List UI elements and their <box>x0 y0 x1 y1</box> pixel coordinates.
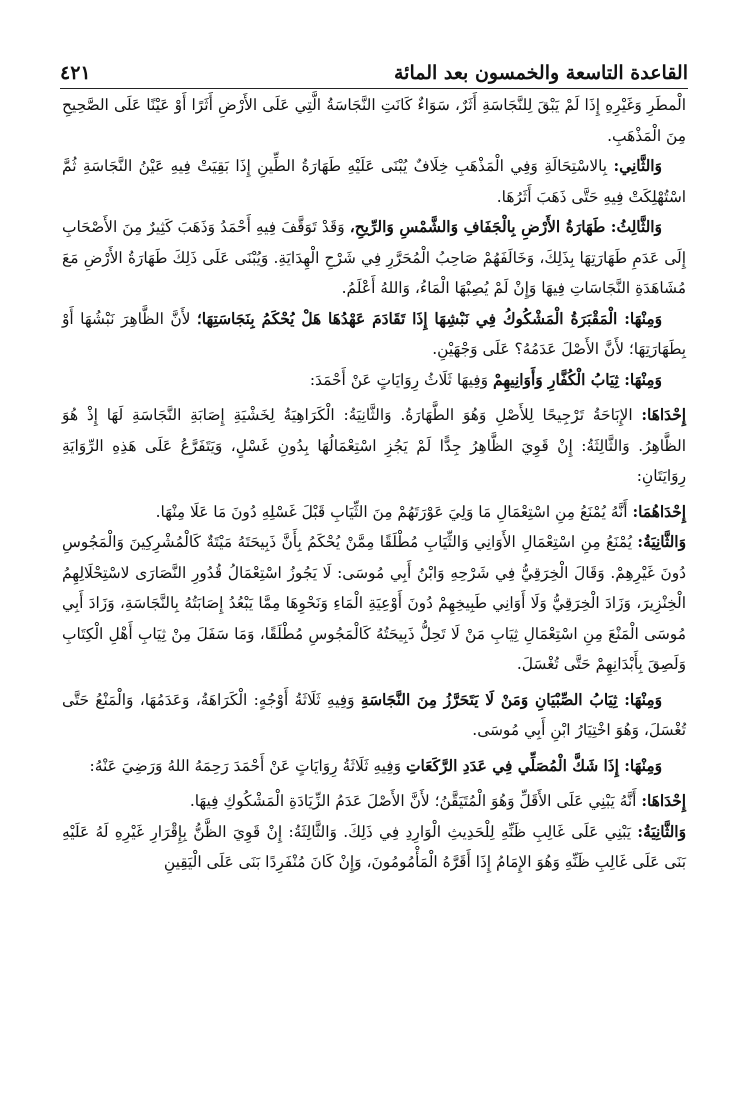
paragraph-lead: وَمِنْهَا: ثِيَابُ الْكُفَّارِ وَأَوَانِيهِمْ <box>492 370 662 389</box>
paragraph <box>62 685 686 746</box>
paragraph-text: وَفِيهَا ثَلَاثُ رِوَايَاتٍ عَنْ أَحْمَدَ: <box>309 370 493 389</box>
paragraph-text: أَنَّهُ يُمْنَعُ مِنِ اسْتِعْمَالِ مَا وَلِيَ عَوْرَتَهُمْ مِنَ الثِّيَابِ قَبْلَ غَسْلِهِ دُونَ مَا عَلَا مِنْهَا. <box>155 502 633 521</box>
paragraph-text: الإِبَاحَةُ تَرْجِيحًا لِلأَصْلِ وَهُوَ الطَّهَارَةُ. وَالثَّانِيَةُ: الْكَرَاهِيَةُ لِخَشْيَةِ إِصَابَةِ النَّجَاسَةِ لَهَا إِذْ هُوَ الظَّاهِرُ. وَالثَّالِثَةُ: إِنْ قَوِيَ الظَّاهِرُ جِدًّا لَمْ يَجُزِ اسْتِعْمَالُهَا بِدُونِ غَسْلٍ، وَيَتَفَرَّعُ عَلَى هَذِهِ الرِّوَايَةِ رِوَايَتَانِ: <box>62 406 686 485</box>
paragraph-text: بِالاسْتِحَالَةِ وَفِي الْمَذْهَبِ خِلَافٌ يُبْنَى عَلَيْهِ طَهَارَةُ الطِّينِ إِذَا بَقِيَتْ فِيهِ عَيْنُ النَّجَاسَةِ ثُمَّ اسْتُهْلِكَتْ فِيهِ حَتَّى ذَهَبَ أَثَرُهَا. <box>62 157 686 206</box>
paragraph-text: أَنَّهُ يَبْنِي عَلَى الأَقَلِّ وَهُوَ الْمُتَيَقَّنُ؛ لأَنَّ الأَصْلَ عَدَمُ الزِّيَادَةِ الْمَشْكُوكِ فِيهَا. <box>189 792 642 810</box>
paragraph-lead: وَالثَّالِثُ: طَهَارَةُ الأَرْضِ بِالْجَفَافِ وَالشَّمْسِ وَالرِّيحِ، <box>349 218 662 236</box>
paragraph-lead: إِحْدَاهُمَا: <box>632 502 686 521</box>
paragraph-lead: وَمِنْهَا: ثِيَابُ الصِّبْيَانِ وَمَنْ لَا يَتَحَرَّزُ مِنَ النَّجَاسَةِ <box>360 690 662 709</box>
paragraph-lead: وَمِنْهَا: إِذَا شَكَّ الْمُصَلِّي فِي عَدَدِ الرَّكَعَاتِ <box>405 756 662 775</box>
paragraph-text: وَفِيهِ ثَلَاثَةُ رِوَايَاتٍ عَنْ أَحْمَدَ رَحِمَهُ اللهُ وَرَضِيَ عَنْهُ: <box>89 756 406 775</box>
paragraph <box>62 751 686 782</box>
paragraph-text: يُمْنَعُ مِنِ اسْتِعْمَالِ الأَوَانِي وَالثِّيَابِ مُطْلَقًا مِمَّنْ يُحْكَمُ بِأَنَّ ذَبِيحَتَهُ مَيْتَةٌ كَالْمُشْرِكِينَ وَالْمَجُوسِ دُونَ غَيْرِهِمْ. وَقَالَ الْخِرَقِيُّ فِي شَرْحِهِ وَابْنُ أَبِي مُوسَى: لَا يَجُوزُ اسْتِعْمَالُ قُدُورِ النَّصَارَى لاسْتِحْلَالِهِمُ الْخِنْزِيرَ، وَزَادَ الْخِرَقِيُّ وَلَا أَوَانِي طَبِيخِهِمْ دُونَ أَوْعِيَةِ الْمَاءِ وَنَحْوِهَا مِمَّا يَبْعُدُ إِصَابَتُهُ بِالنَّجَاسَةِ، وَزَادَ أَبِي مُوسَى الْمَنْعَ مِنِ اسْتِعْمَالِ ثِيَابِ مَنْ لَا تَحِلُّ ذَبِيحَتُهُ كَالْمَجُوسِ مُطْلَقًا، وَمَا سَفَلَ مِنْ ثِيَابِ أَهْلِ الْكِتَابِ وَلَصِقَ بِأَبْدَانِهِمْ حَتَّى تُغْسَلَ. <box>62 533 686 673</box>
paragraph-lead: وَالثَّانِيَةُ: <box>637 822 686 841</box>
paragraph-lead: إِحْدَاهَا: <box>641 792 686 810</box>
running-title: القاعدة التاسعة والخمسون بعد المائة <box>393 62 688 84</box>
paragraph-text: لأَنَّ الظَّاهِرَ نَبْشُهَا أَوْ بِطَهَارَتِهَا؛ لأَنَّ الأَصْلَ عَدَمُهُ؟ عَلَى وَجْهَيْنِ. <box>62 309 686 358</box>
paragraph-text: وَقَدْ تَوَقَّفَ فِيهِ أَحْمَدُ وَذَهَبَ كَثِيرٌ مِنَ الأَصْحَابِ إِلَى عَدَمِ طَهَارَتِهَا بِذَلِكَ، وَخَالَفَهُمْ صَاحِبُ الْمُحَرَّرِ فِي شَرْحِ الْهِدَايَةِ. وَيُبْنَى عَلَى ذَلِكَ طَهَارَةُ الأَرْضِ مَعَ مُشَاهَدَةِ النَّجَاسَاتِ فِيهَا وَإِنْ لَمْ يُصِبْهَا الْمَاءُ، وَاللهُ أَعْلَمُ. <box>62 218 686 297</box>
paragraph <box>62 365 686 396</box>
paragraph-text: الْمطَرِ وَغَيْرِهِ إِذَا لَمْ يَبْقَ لِلنَّجَاسَةِ أَثَرٌ، سَوَاءٌ كَانَتِ النَّجَاسَةُ الَّتِي عَلَى الأَرْضِ أَثَرًا أَوْ عَيْنًا عَلَى الصَّحِيحِ مِنَ الْمَذْهَبِ. <box>62 96 686 145</box>
page-header <box>60 44 688 89</box>
page-body <box>62 90 686 878</box>
paragraph <box>62 400 686 492</box>
paragraph <box>62 90 686 151</box>
paragraph-lead: وَالثَّانِي: <box>613 157 662 175</box>
paragraph <box>62 527 686 680</box>
paragraph <box>62 151 686 212</box>
paragraph <box>62 817 686 878</box>
paragraph <box>62 212 686 304</box>
paragraph <box>62 497 686 528</box>
paragraph-text: وَفِيهِ ثَلَاثَةُ أَوْجُهٍ: الْكَرَاهَةُ، وَعَدَمُهَا، وَالْمَنْعُ حَتَّى تُغْسَلَ، وَهُوَ اخْتِيَارُ ابْنِ أَبِي مُوسَى. <box>62 690 686 739</box>
paragraph <box>62 786 686 817</box>
paragraph-lead: وَمِنْهَا: الْمَقْبَرَةُ الْمَشْكُوكُ فِي نَبْشِهَا إِذَا تَقَادَمَ عَهْدُهَا هَلْ يُحْكَمُ بِنَجَاسَتِهَا؛ <box>196 309 663 328</box>
paragraph-text: يَبْنِي عَلَى غَالِبِ ظَنِّهِ لِلْحَدِيثِ الْوَارِدِ فِي ذَلِكَ. وَالثَّالِثَةُ: إِنْ قَوِيَ الظَّنُّ بِإِقْرَارِ غَيْرِهِ لَهُ عَلَيْهِ بَنَى عَلَى غَالِبِ ظَنِّهِ وَهُوَ الإِمَامُ إِذَا أَقَرَّهُ الْمَأْمُومُونَ، وَإِنْ كَانَ مُنْفَرِدًا بَنَى عَلَى الْيَقِينِ <box>62 822 686 871</box>
paragraph-lead: إِحْدَاهَا: <box>641 406 686 424</box>
page-number: ٤٢١ <box>60 62 91 84</box>
paragraph <box>62 304 686 365</box>
paragraph-lead: وَالثَّانِيَةُ: <box>637 533 686 551</box>
